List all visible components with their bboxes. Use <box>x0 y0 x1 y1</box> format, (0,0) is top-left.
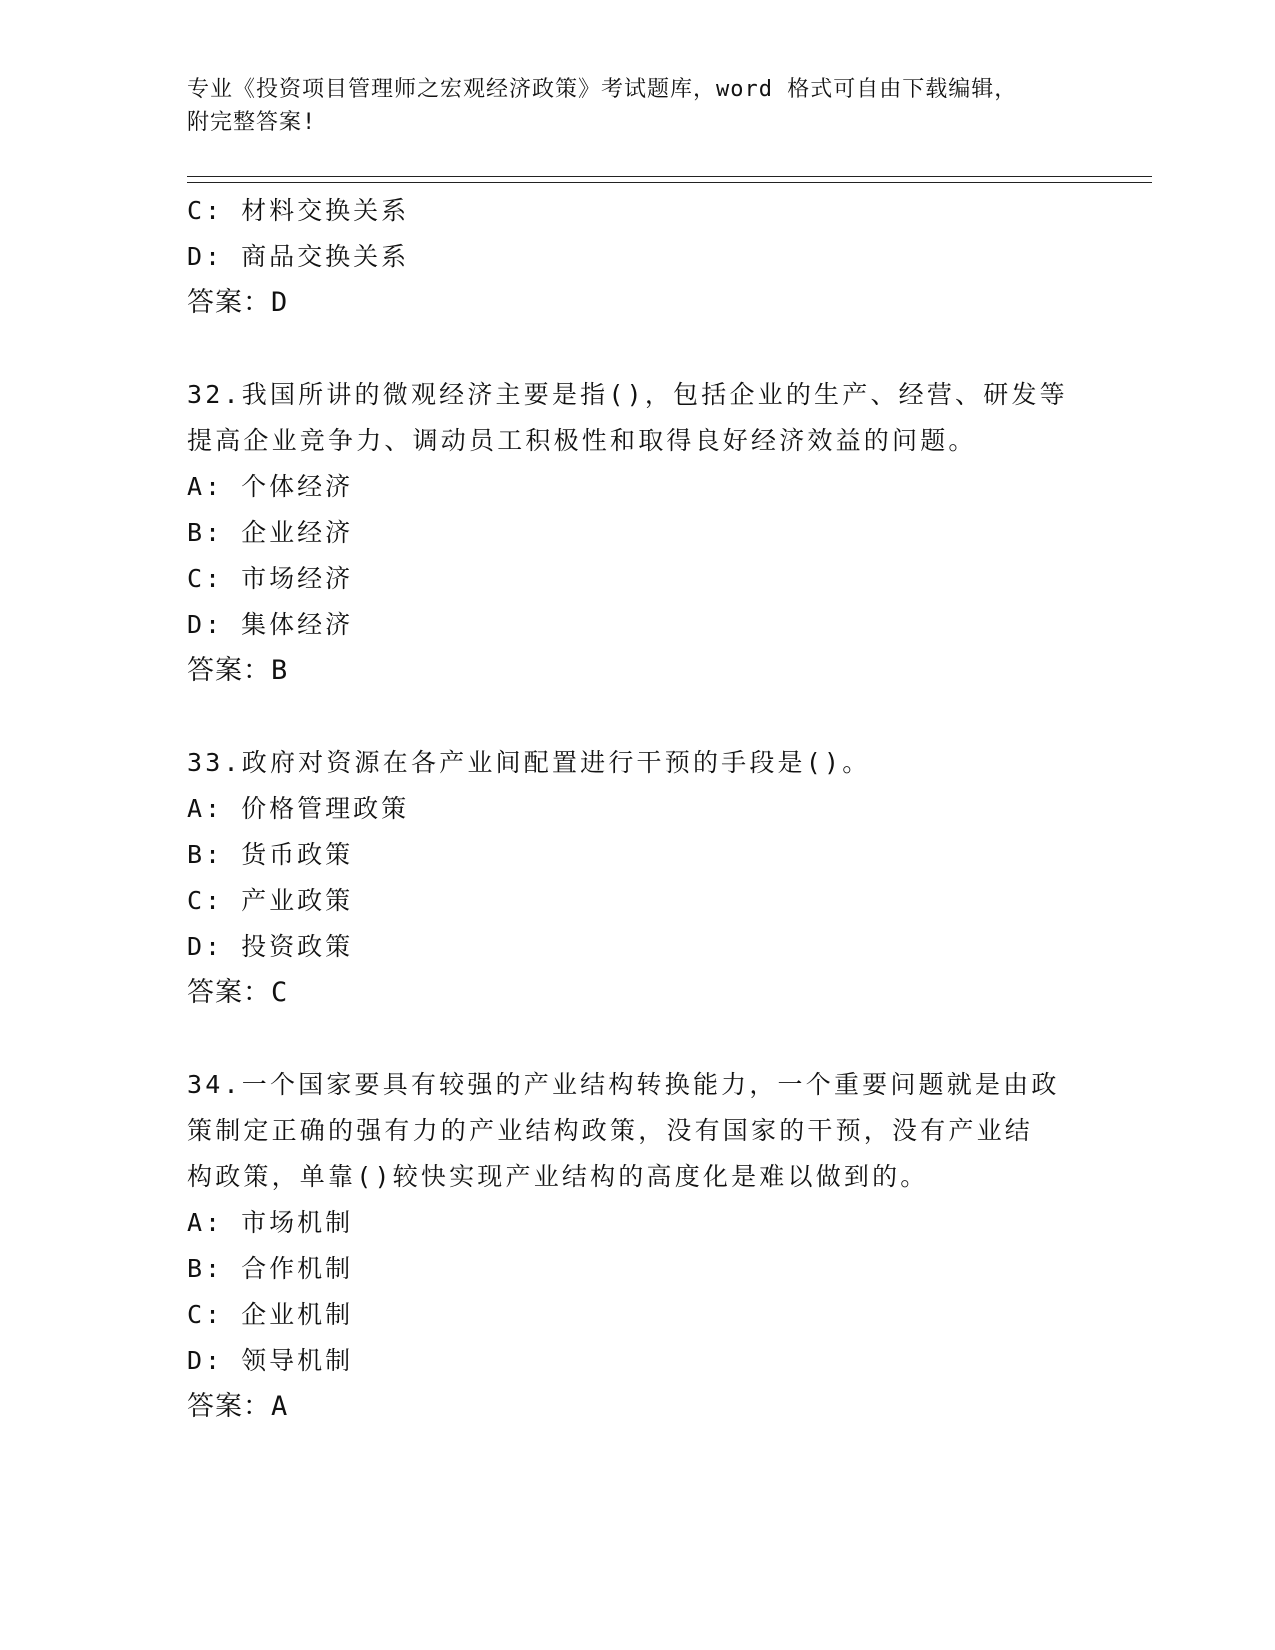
option-c: C: 市场经济 <box>187 564 354 593</box>
option-d: D: 领导机制 <box>187 1346 354 1375</box>
question-block-32 <box>187 372 1087 694</box>
option-a: A: 市场机制 <box>187 1208 354 1237</box>
spacer <box>187 1016 1087 1062</box>
option-d: D: 投资政策 <box>187 932 354 961</box>
option-a: A: 个体经济 <box>187 472 354 501</box>
question-block-33 <box>187 740 1087 1016</box>
header-divider-top <box>187 176 1152 177</box>
option-b: B: 企业经济 <box>187 518 354 547</box>
option-a: A: 价格管理政策 <box>187 794 410 823</box>
question-line: 构政策，单靠()较快实现产业结构的高度化是难以做到的。 <box>187 1162 929 1191</box>
question-block-previous <box>187 188 1087 326</box>
question-line: 提高企业竞争力、调动员工积极性和取得良好经济效益的问题。 <box>187 426 977 455</box>
question-text <box>187 1062 1087 1200</box>
spacer <box>187 694 1087 740</box>
spacer <box>187 326 1087 372</box>
option-b: B: 合作机制 <box>187 1254 354 1283</box>
question-line: 33.政府对资源在各产业间配置进行干预的手段是()。 <box>187 748 871 777</box>
question-line: 策制定正确的强有力的产业结构政策，没有国家的干预，没有产业结 <box>187 1116 1034 1145</box>
answer-line: 答案：B <box>187 655 289 686</box>
option-c: C: 产业政策 <box>187 886 354 915</box>
option-c: C: 材料交换关系 <box>187 196 410 225</box>
document-body <box>187 188 1087 1430</box>
header-divider-bottom <box>187 182 1152 183</box>
answer-line: 答案：D <box>187 287 289 318</box>
question-line: 34.一个国家要具有较强的产业结构转换能力，一个重要问题就是由政 <box>187 1070 1060 1099</box>
header-line-1: 专业《投资项目管理师之宏观经济政策》考试题库，word 格式可自由下载编辑， <box>187 77 1018 102</box>
option-c: C: 企业机制 <box>187 1300 354 1329</box>
answer-line: 答案：A <box>187 1391 289 1422</box>
question-text <box>187 740 1087 786</box>
option-b: B: 货币政策 <box>187 840 354 869</box>
document-header <box>187 73 1067 139</box>
header-line-2: 附完整答案! <box>187 110 317 135</box>
answer-line: 答案：C <box>187 977 289 1008</box>
question-block-34 <box>187 1062 1087 1430</box>
option-d: D: 集体经济 <box>187 610 354 639</box>
option-d: D: 商品交换关系 <box>187 242 410 271</box>
question-line: 32.我国所讲的微观经济主要是指()，包括企业的生产、经营、研发等 <box>187 380 1068 409</box>
question-text <box>187 372 1087 464</box>
